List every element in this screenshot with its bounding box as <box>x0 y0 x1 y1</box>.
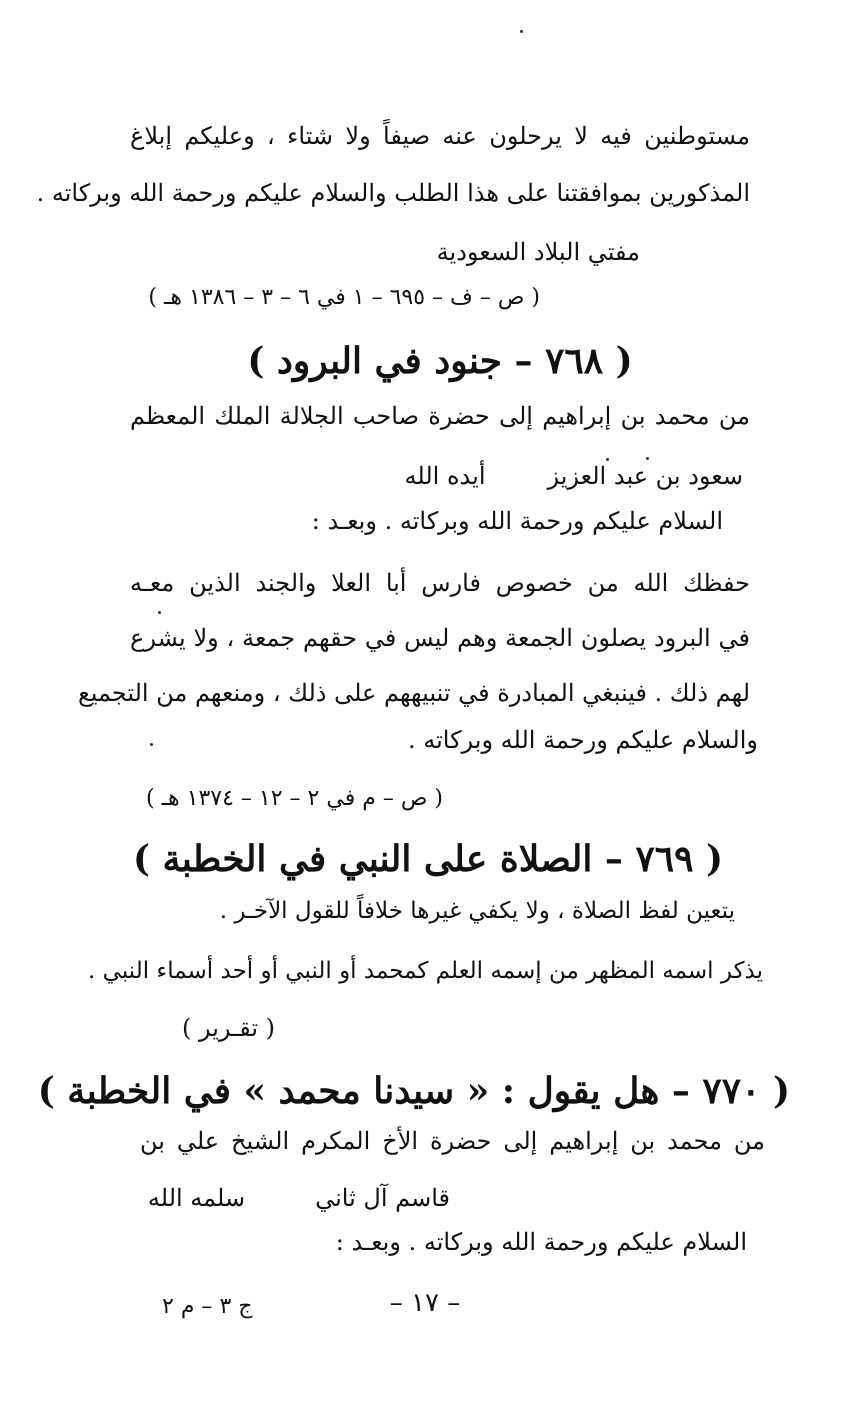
scan-speck <box>158 611 161 614</box>
intro-reference: ( ص – ف – ٦٩٥ – ١ في ٦ – ٣ – ١٣٨٦ هـ ) <box>148 285 540 310</box>
section-769-title: ( ٧٦٩ – الصلاة على النبي في الخطبة ) <box>132 838 724 880</box>
section-769-line-2: يذكر اسمه المظهر من إسمه العلم كمحمد أو النبي أو أحد أسماء النبي . <box>88 958 763 984</box>
section-770-from: من محمد بن إبراهيم إلى حضرة الأخ المكرم الشيخ علي بن <box>140 1127 765 1155</box>
section-769-line-1: يتعين لفظ الصلاة ، ولا يكفي غيرها خلافاً للقول الآخـر . <box>219 898 735 924</box>
section-770-title: ( ٧٧٠ – هل يقول : « سيدنا محمد » في الخطبة ) <box>37 1070 790 1112</box>
section-768-title: ( ٧٦٨ – جنود في البرود ) <box>247 340 633 382</box>
page-number: – ١٧ – <box>389 1288 461 1318</box>
scan-speck <box>520 30 523 33</box>
section-768-body-3: لهم ذلك . فينبغي المبادرة في تنبيههم على ذلك ، ومنعهم من التجميع <box>77 679 750 707</box>
signature-mark: ج ٣ – م ٢ <box>162 1294 253 1319</box>
scan-speck <box>606 458 609 461</box>
section-770-greeting: السلام عليكم ورحمة الله وبركاته . وبعـد : <box>335 1228 747 1256</box>
section-768-greeting: السلام عليكم ورحمة الله وبركاته . وبعـد : <box>311 507 723 535</box>
section-768-reference: ( ص – م في ٢ – ١٢ – ١٣٧٤ هـ ) <box>146 786 443 811</box>
section-770-recipient <box>148 1184 450 1213</box>
scan-speck <box>150 743 153 746</box>
section-768-recipient <box>405 462 743 491</box>
section-769-note: ( تقـرير ) <box>182 1014 275 1042</box>
intro-line-2: المذكورين بموافقتنا على هذا الطلب والسلام عليكم ورحمة الله وبركاته . <box>36 179 750 207</box>
intro-signature: مفتي البلاد السعودية <box>436 238 640 266</box>
section-770-recipient-blessing: سلمه الله <box>147 1184 246 1212</box>
section-768-body-2: في البرود يصلون الجمعة وهم ليس في حقهم جمعة ، ولا يشرع <box>130 624 750 652</box>
intro-line-1: مستوطنين فيه لا يرحلون عنه صيفاً ولا شتاء ، وعليكم إبلاغ <box>130 122 750 150</box>
scan-speck <box>646 457 649 460</box>
section-768-recipient-blessing: أيده الله <box>404 462 486 490</box>
section-768-from: من محمد بن إبراهيم إلى حضرة صاحب الجلالة الملك المعظم <box>130 402 750 430</box>
section-768-body-1: حفظك الله من خصوص فارس أبا العلا والجند الذين معـه <box>130 569 750 597</box>
section-768-recipient-name: سعود بن عبد العزيز <box>547 462 743 490</box>
section-768-closing: والسلام عليكم ورحمة الله وبركاته . <box>407 726 758 754</box>
section-770-recipient-name: قاسم آل ثاني <box>315 1184 450 1212</box>
